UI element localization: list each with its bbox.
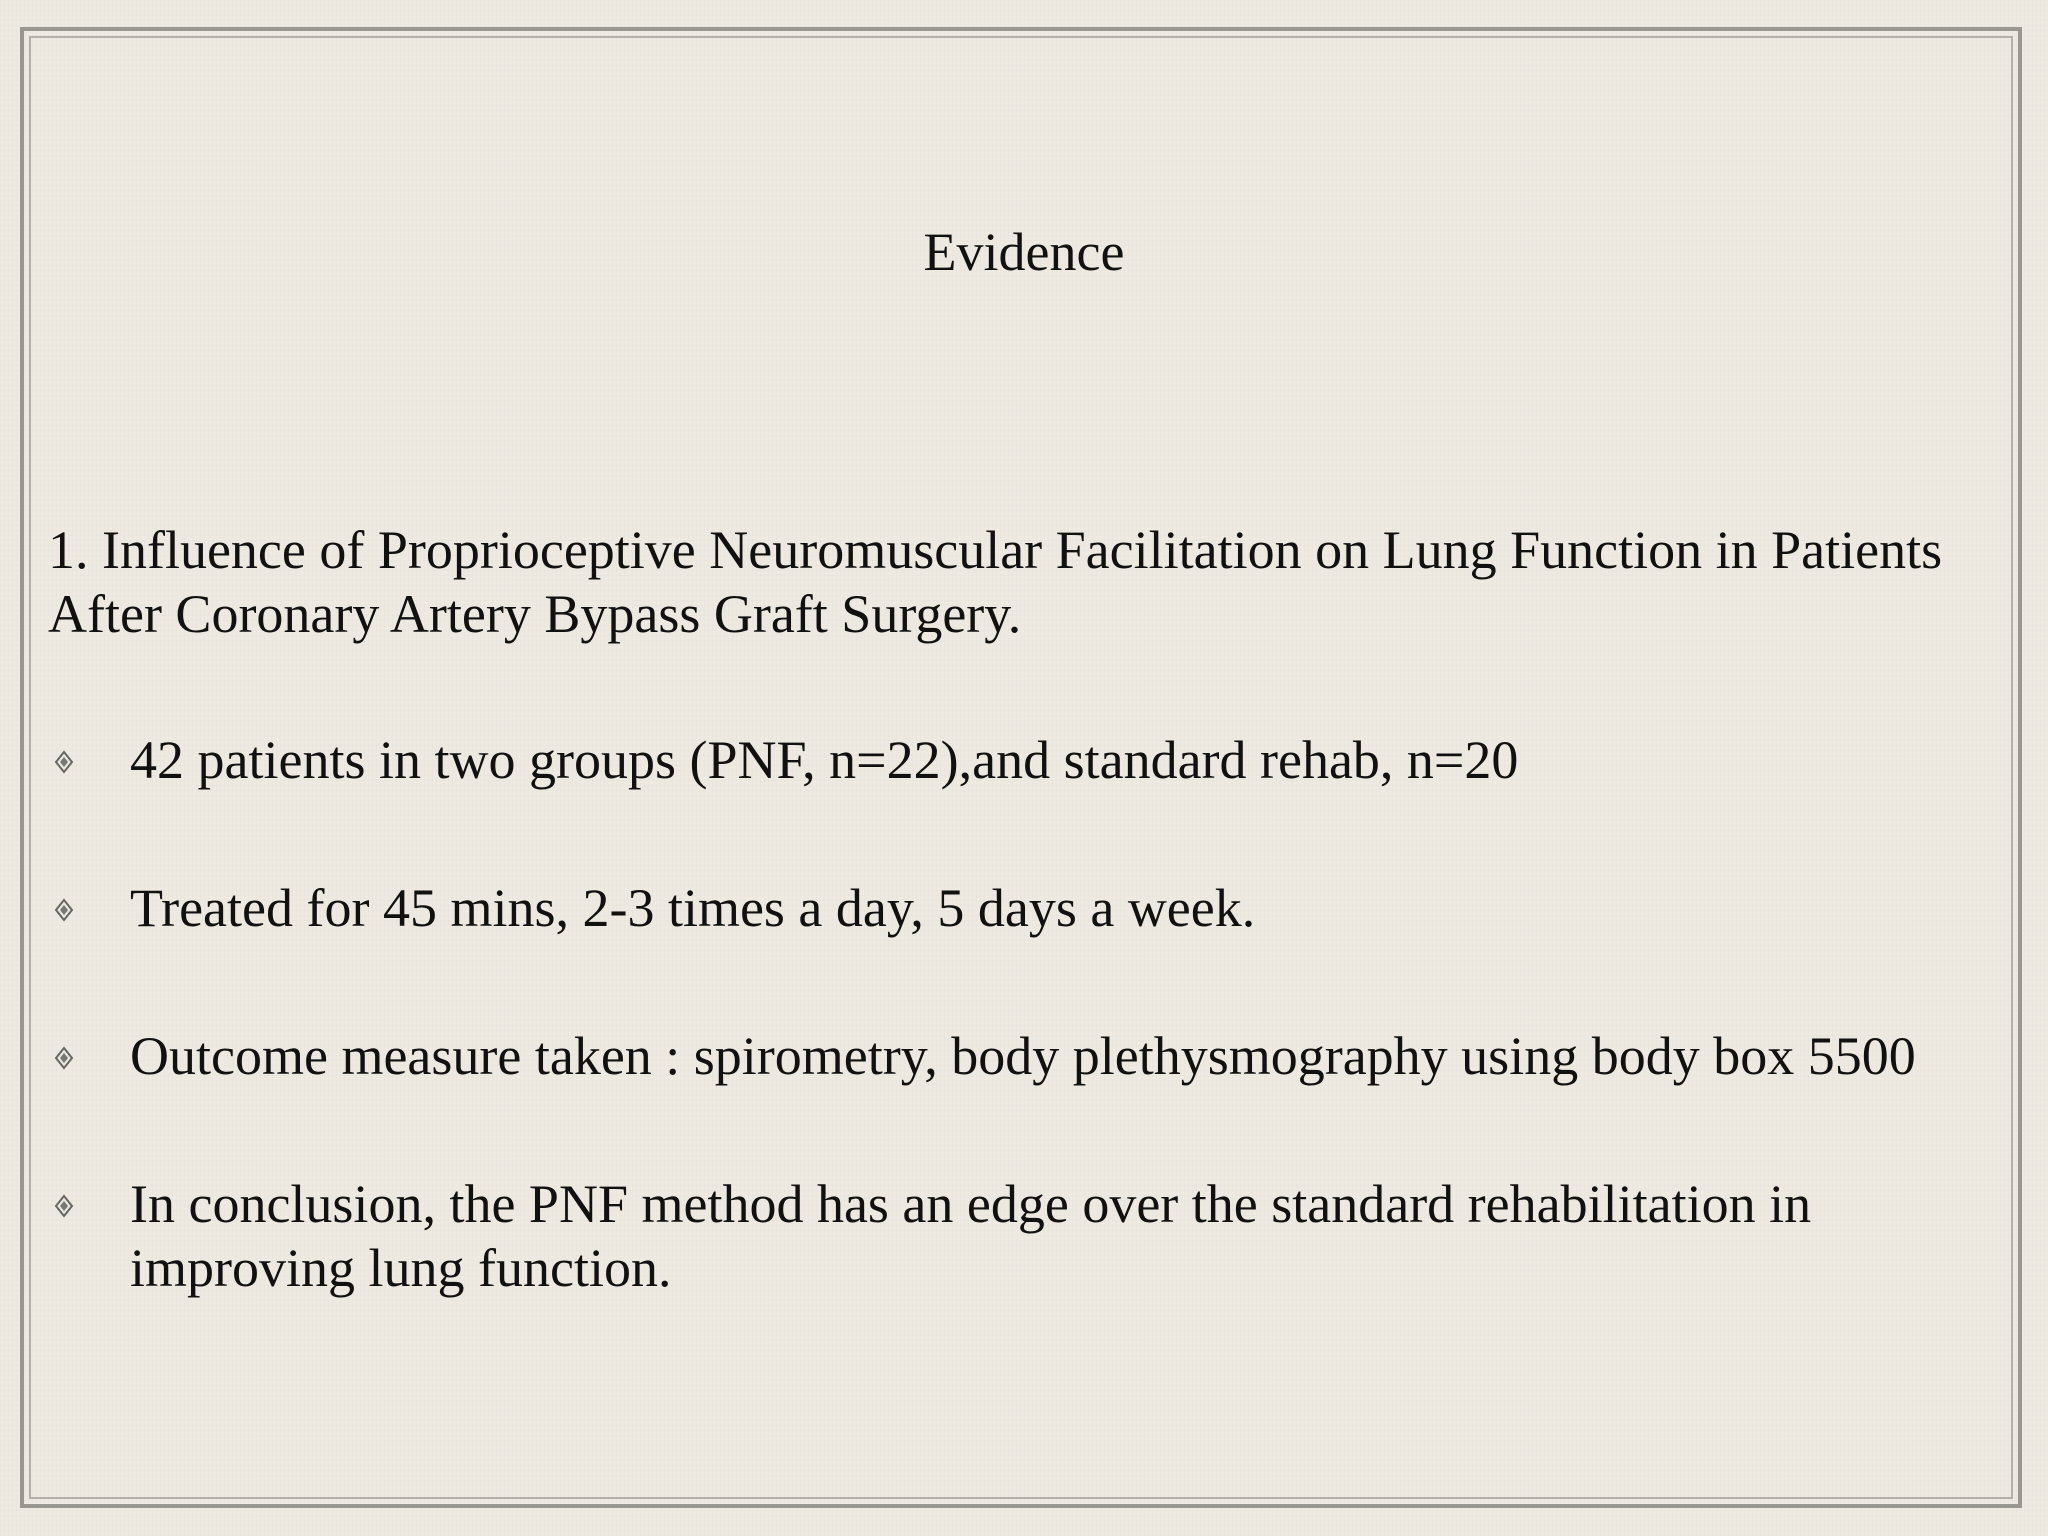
bullet-text: Treated for 45 mins, 2-3 times a day, 5 days a week.: [130, 878, 1256, 938]
bullet-text: Outcome measure taken : spirometry, body plethysmography using body box 5500: [130, 1026, 1916, 1086]
bullet-text: In conclusion, the PNF method has an edge over the standard rehabilitation in improving lung function.: [130, 1174, 1812, 1298]
slide-title: Evidence: [923, 222, 1125, 282]
diamond-bullet-icon: [50, 896, 78, 924]
diamond-bullet-icon: [50, 1044, 78, 1072]
study-heading: 1. Influence of Proprioceptive Neuromuscular Facilitation on Lung Function in Patients After Coronary Artery Bypass Graft Surgery.: [48, 520, 1943, 644]
diamond-bullet-icon: [50, 1192, 78, 1220]
diamond-bullet-icon: [50, 748, 78, 776]
bullet-text: 42 patients in two groups (PNF, n=22),and standard rehab, n=20: [130, 730, 1519, 790]
